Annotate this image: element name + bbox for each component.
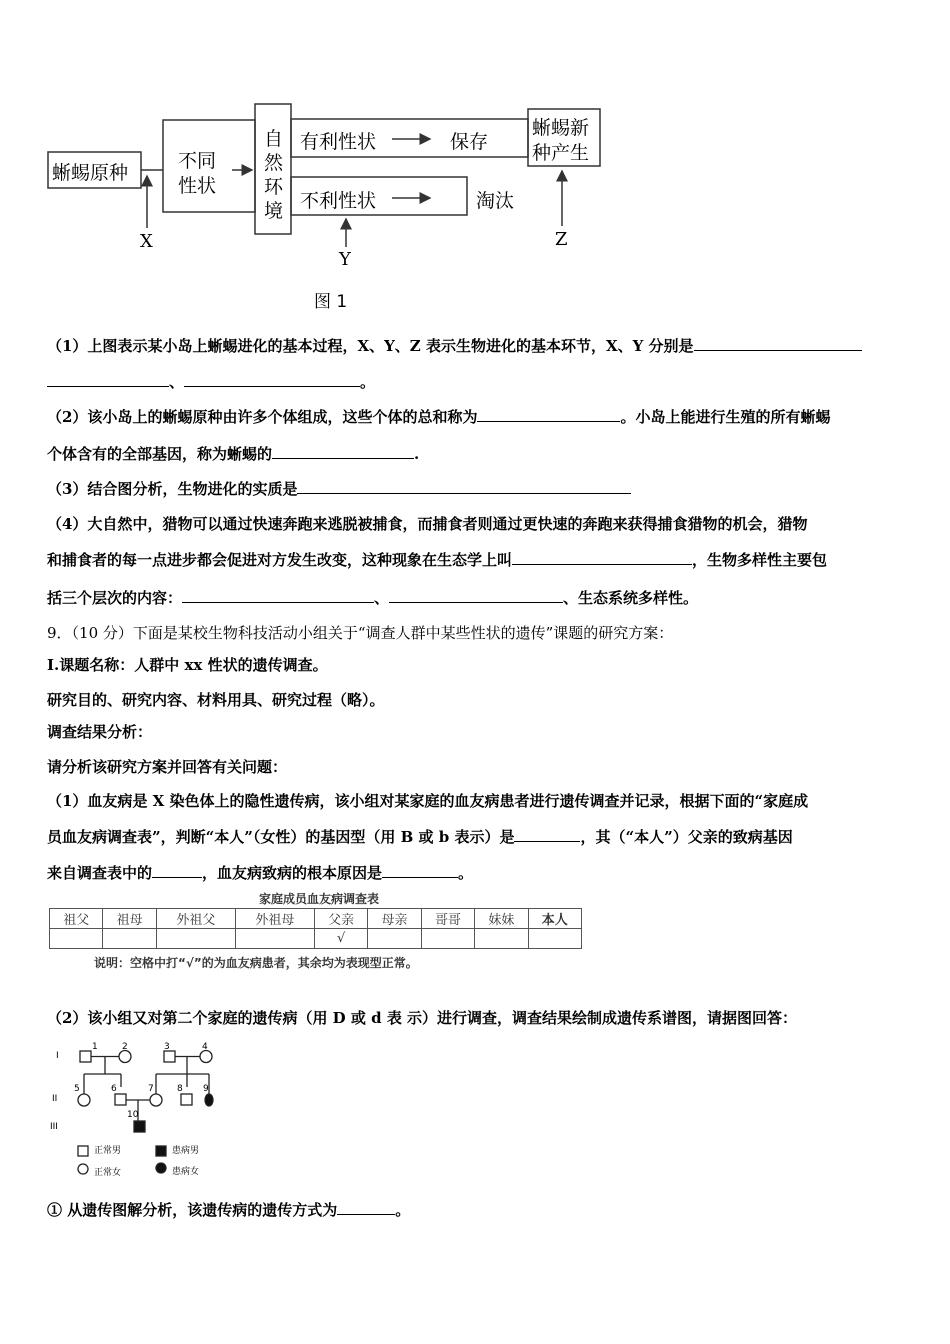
q8-part2-line1 <box>47 407 830 427</box>
legend-male-affected: 患病男 <box>172 1146 200 1156</box>
q8-part4-sep: 、 <box>374 589 390 607</box>
legend-female-normal: 正常女 <box>94 1168 122 1178</box>
q9-topic-value: 人群中 xx 性状的遗传调查。 <box>134 656 328 674</box>
q8-part1-end: 。 <box>360 373 376 391</box>
ped-num-4: 4 <box>202 1042 208 1052</box>
ped-num-10: 10 <box>127 1110 139 1120</box>
gen-label-1: I <box>56 1051 59 1061</box>
different-traits-label-1: 不同 <box>178 150 217 172</box>
table-cell <box>421 929 474 949</box>
table-cell: √ <box>314 929 367 949</box>
table-cell <box>50 929 103 949</box>
q8-part1-line2 <box>47 372 375 392</box>
ped-num-8: 8 <box>177 1084 183 1094</box>
table-row <box>50 929 582 949</box>
answer-blank[interactable] <box>382 863 458 878</box>
q8-part4-text-d: 括三个层次的内容： <box>47 589 183 607</box>
ped-num-1: 1 <box>92 1042 98 1052</box>
ped-num-7: 7 <box>148 1084 154 1094</box>
original-species-label: 蜥蜴原种 <box>52 162 129 184</box>
q8-part1-text: （1）上图表示某小岛上蜥蜴进化的基本过程，X、Y、Z 表示生物进化的基本环节，X、Y 分别是 <box>47 337 694 355</box>
legend-male-normal: 正常男 <box>94 1146 122 1156</box>
q8-part4-line1 <box>47 514 807 534</box>
q8-part1-sep: 、 <box>169 373 185 391</box>
answer-blank[interactable] <box>297 479 631 494</box>
label-x: X <box>140 231 153 252</box>
survey-table-title: 家庭成员血友病调查表 <box>259 892 380 906</box>
eliminate-label: 淘汰 <box>476 190 515 212</box>
q9-topic-label: I.课题名称： <box>47 656 135 674</box>
table-header-cell: 本人 <box>528 909 581 929</box>
q9-part1-text-a: 员血友病调查表”，判断“本人”（女性）的基因型（用 B 或 b 表示）是 <box>47 828 515 846</box>
legend-male-affected-icon <box>156 1146 166 1156</box>
table-header-cell: 祖母 <box>103 909 156 929</box>
q9-instruction: 请分析该研究方案并回答有关问题： <box>47 758 288 776</box>
natural-env-char-1: 自 <box>264 128 284 150</box>
q8-part4-text-c: ，生物多样性主要包 <box>692 551 828 569</box>
q9-sub1-line <box>47 1200 410 1220</box>
q9-part1-text-e: 。 <box>458 864 474 882</box>
label-y: Y <box>339 249 351 270</box>
ped-num-5: 5 <box>74 1084 80 1094</box>
q8-part4-text-e: 、生态系统多样性。 <box>563 589 699 607</box>
q8-part2-text-d: . <box>414 445 420 463</box>
q9-analysis: 调查结果分析： <box>47 723 153 741</box>
answer-blank[interactable] <box>694 336 862 351</box>
q9-heading: 9．（10 分）下面是某校生物科技活动小组关于“调查人群中某些性状的遗传”课题的研究方案： <box>47 624 674 642</box>
q9-purpose: 研究目的、研究内容、材料用具、研究过程（略）。 <box>47 691 385 709</box>
table-cell <box>103 929 156 949</box>
table-cell <box>156 929 235 949</box>
natural-env-char-4: 境 <box>264 200 284 222</box>
pedigree-female-affected <box>205 1094 213 1106</box>
q8-part2-text-b: 。小岛上能进行生殖的所有蜥蜴 <box>620 408 831 426</box>
q8-part4-line2 <box>47 550 827 570</box>
answer-blank[interactable] <box>182 588 374 603</box>
gen-label-2: II <box>52 1094 58 1104</box>
q8-part3-line <box>47 479 631 499</box>
unfavorable-label: 不利性状 <box>300 190 377 212</box>
answer-blank[interactable] <box>477 407 620 422</box>
answer-blank[interactable] <box>47 372 169 387</box>
q8-part1-line1 <box>47 336 862 356</box>
q9-part1-text-d: ，血友病致病的根本原因是 <box>202 864 383 882</box>
ped-num-3: 3 <box>164 1042 170 1052</box>
pedigree-male-normal <box>80 1051 91 1062</box>
table-cell <box>235 929 314 949</box>
q8-part4-line3 <box>47 588 698 608</box>
table-header-cell: 哥哥 <box>421 909 474 929</box>
q9-sub1-end: 。 <box>395 1201 411 1219</box>
table-header-cell: 外祖母 <box>235 909 314 929</box>
q8-part3-text: （3）结合图分析，生物进化的实质是 <box>47 480 298 498</box>
pedigree-chart <box>40 1040 240 1180</box>
pedigree-female-normal <box>78 1094 90 1106</box>
evolution-diagram <box>0 0 950 320</box>
answer-blank[interactable] <box>184 372 360 387</box>
q9-topic <box>47 655 328 675</box>
answer-blank[interactable] <box>389 588 563 603</box>
legend-male-normal-icon <box>78 1146 88 1156</box>
favorable-label: 有利性状 <box>300 131 377 153</box>
table-cell <box>475 929 528 949</box>
q9-part1-line2 <box>47 827 793 847</box>
q9-part1-line3 <box>47 863 473 883</box>
answer-blank[interactable] <box>152 863 202 878</box>
legend-female-normal-icon <box>78 1164 88 1174</box>
pedigree-male-normal <box>164 1051 175 1062</box>
q9-part1-text-c: 来自调查表中的 <box>47 864 153 882</box>
q8-part4-text-b: 和捕食者的每一点进步都会促进对方发生改变，这种现象在生态学上叫 <box>47 551 513 569</box>
gen-label-3: III <box>50 1122 58 1132</box>
table-cell <box>368 929 421 949</box>
table-header-row <box>50 909 582 929</box>
ped-num-2: 2 <box>122 1042 128 1052</box>
table-header-cell: 父亲 <box>314 909 367 929</box>
pedigree-male-affected <box>134 1121 145 1132</box>
pedigree-male-normal <box>181 1094 192 1105</box>
preserve-label: 保存 <box>450 131 489 153</box>
pedigree-male-normal <box>115 1094 126 1105</box>
label-z: Z <box>555 229 568 250</box>
figure-caption: 图 1 <box>314 292 348 312</box>
table-header-cell: 妹妹 <box>475 909 528 929</box>
answer-blank[interactable] <box>512 550 692 565</box>
legend-female-affected-icon <box>156 1163 166 1173</box>
answer-blank[interactable] <box>337 1200 395 1215</box>
answer-blank[interactable] <box>514 827 580 842</box>
new-species-label-1: 蜥蜴新 <box>532 117 590 139</box>
q8-part2-line2 <box>47 444 419 464</box>
different-traits-label-2: 性状 <box>178 175 217 197</box>
table-header-cell: 外祖父 <box>156 909 235 929</box>
q9-part2-line: （2）该小组又对第二个家庭的遗传病（用 D 或 d 表 示）进行调查，调查结果绘制成遗传系谱图，请据图回答： <box>47 1009 798 1027</box>
ped-num-6: 6 <box>111 1084 117 1094</box>
survey-table-note: 说明：空格中打“√”的为血友病患者，其余均为表现型正常。 <box>94 956 418 970</box>
pedigree-female-normal <box>119 1051 131 1063</box>
pedigree-female-normal <box>200 1051 212 1063</box>
q8-part2-text-c: 个体含有的全部基因，称为蜥蜴的 <box>47 445 273 463</box>
pedigree-female-normal <box>150 1094 162 1106</box>
ped-num-9: 9 <box>203 1084 209 1094</box>
answer-blank[interactable] <box>272 444 414 459</box>
natural-env-char-3: 环 <box>264 176 284 198</box>
q9-part1-line1: （1）血友病是 X 染色体上的隐性遗传病，该小组对某家庭的血友病患者进行遗传调查并记录，根据下面的“家庭成 <box>47 792 809 810</box>
q8-part4-text-a: （4）大自然中，猎物可以通过快速奔跑来逃脱被捕食，而捕食者则通过更快速的奔跑来获得捕食猎物的机会，猎物 <box>47 515 808 533</box>
new-species-label-2: 种产生 <box>532 142 590 164</box>
survey-table <box>49 908 582 949</box>
table-cell <box>528 929 581 949</box>
natural-env-char-2: 然 <box>264 152 284 174</box>
q9-part1-text-b: ，其（“本人”）父亲的致病基因 <box>580 828 793 846</box>
q9-sub1-text: ① 从遗传图解分析，该遗传病的遗传方式为 <box>47 1201 338 1219</box>
legend-female-affected: 患病女 <box>172 1167 200 1177</box>
table-header-cell: 祖父 <box>50 909 103 929</box>
table-header-cell: 母亲 <box>368 909 421 929</box>
q8-part2-text-a: （2）该小岛上的蜥蜴原种由许多个体组成，这些个体的总和称为 <box>47 408 478 426</box>
